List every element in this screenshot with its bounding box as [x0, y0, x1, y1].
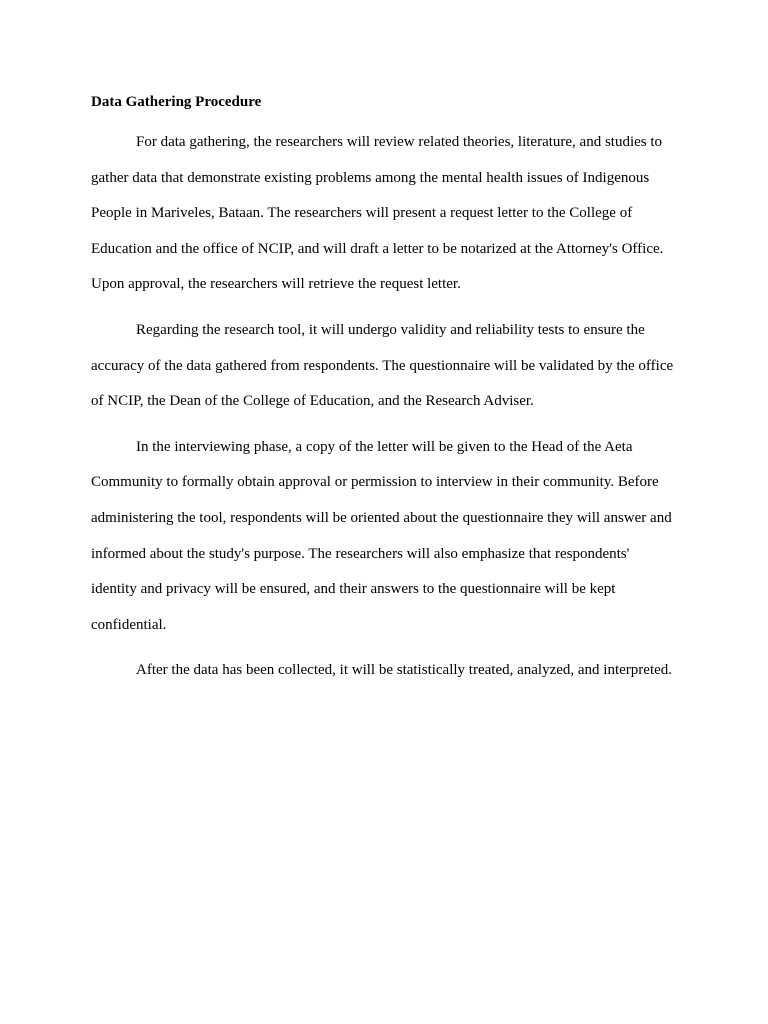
paragraph-line: After the data has been collected, it will be statistically treated, analyzed, and interpreted.	[136, 662, 673, 679]
paragraph-line: administering the tool, respondents will be oriented about the questionnaire they will answer and	[91, 509, 672, 526]
paragraph-line: Education and the office of NCIP, and will draft a letter to be notarized at the Attorney's Office.	[91, 240, 664, 257]
paragraph-line: identity and privacy will be ensured, and their answers to the questionnaire will be kept	[91, 581, 616, 598]
paragraph-line: informed about the study's purpose. The researchers will also emphasize that respondents'	[91, 545, 630, 562]
paragraph-line: In the interviewing phase, a copy of the letter will be given to the Head of the Aeta	[136, 438, 633, 455]
document-body	[91, 88, 678, 699]
paragraph-line: Regarding the research tool, it will undergo validity and reliability tests to ensure the	[136, 321, 645, 338]
paragraph-research-tool	[91, 313, 678, 420]
paragraph-line: People in Mariveles, Bataan. The researchers will present a request letter to the College of	[91, 205, 633, 222]
section-heading: Data Gathering Procedure	[91, 94, 262, 110]
paragraph-line: Community to formally obtain approval or permission to interview in their community. Before	[91, 474, 659, 491]
paragraph-data-treatment	[91, 653, 678, 689]
paragraph-line: Upon approval, the researchers will retrieve the request letter.	[91, 276, 461, 293]
paragraph-line: of NCIP, the Dean of the College of Education, and the Research Adviser.	[91, 393, 534, 410]
paragraph-line: For data gathering, the researchers will review related theories, literature, and studies to	[136, 134, 663, 150]
paragraph-line: gather data that demonstrate existing problems among the mental health issues of Indigenous	[91, 169, 650, 186]
paragraph-line: confidential.	[91, 616, 167, 633]
paragraph-line: accuracy of the data gathered from respondents. The questionnaire will be validated by the office	[91, 357, 674, 374]
paragraph-data-gathering	[91, 125, 678, 303]
paragraph-interviewing-phase	[91, 430, 678, 644]
